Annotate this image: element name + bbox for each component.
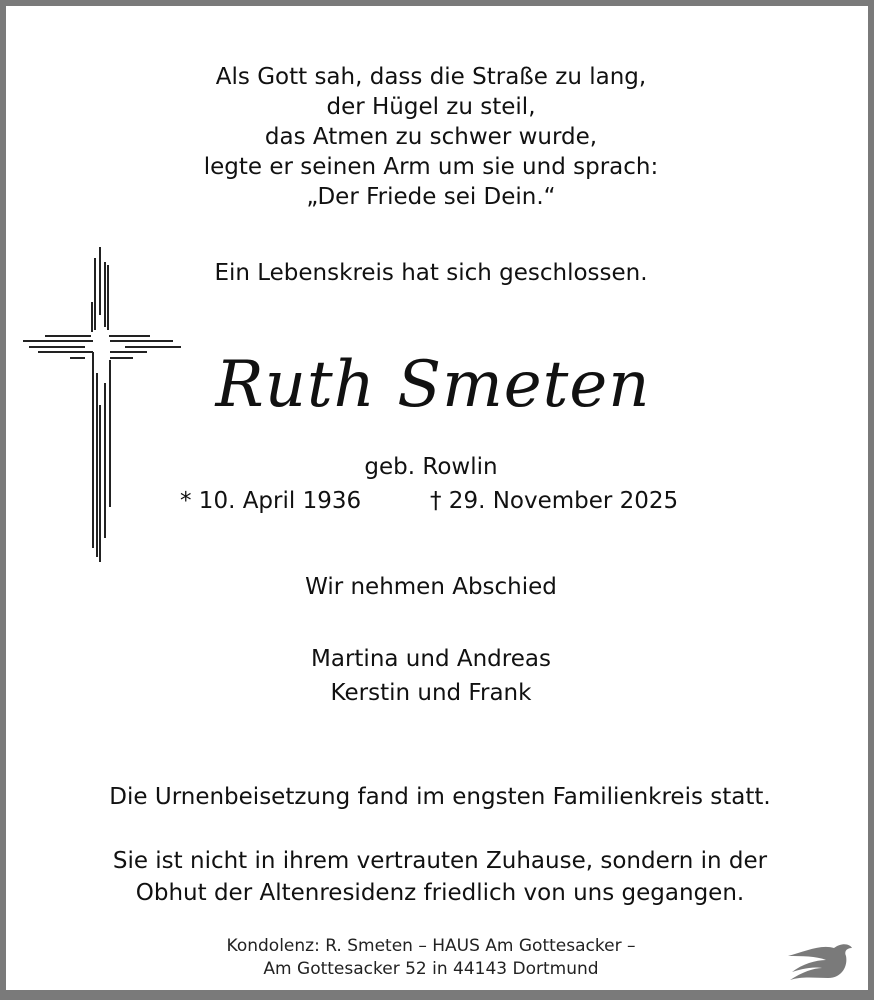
death-date: † 29. November 2025 [430,488,679,514]
passing-line: Sie ist nicht in ihrem vertrauten Zuhause, sondern in der [112,848,768,874]
deceased-name: Ruth Smeten [215,348,651,422]
condolence-line: Am Gottesacker 52 in 44143 Dortmund [263,959,599,979]
mourner: Kerstin und Frank [330,680,532,706]
poem-line: „Der Friede sei Dein.“ [306,184,556,210]
condolence [0,935,868,981]
circle-line: Ein Lebenskreis hat sich geschlossen. [214,260,648,286]
passing-note [3,845,874,909]
birth-date: * 10. April 1936 [180,488,362,514]
burial-note: Die Urnenbeisetzung fand im engsten Familienkreis statt. [109,784,771,810]
poem-line: Als Gott sah, dass die Straße zu lang, [215,64,647,90]
mourners [0,642,868,710]
condolence-line: Kondolenz: R. Smeten – HAUS Am Gottesacker – [226,936,636,956]
poem-line: das Atmen zu schwer wurde, [264,124,598,150]
poem [0,62,868,212]
passing-line: Obhut der Altenresidenz friedlich von uns gegangen. [135,880,745,906]
poem-line: der Hügel zu steil, [326,94,536,120]
poem-line: legte er seinen Arm um sie und sprach: [203,154,659,180]
swallow-icon [786,938,856,982]
maiden-name: geb. Rowlin [364,454,498,480]
mourner: Martina und Andreas [311,646,551,672]
farewell: Wir nehmen Abschied [305,574,557,600]
